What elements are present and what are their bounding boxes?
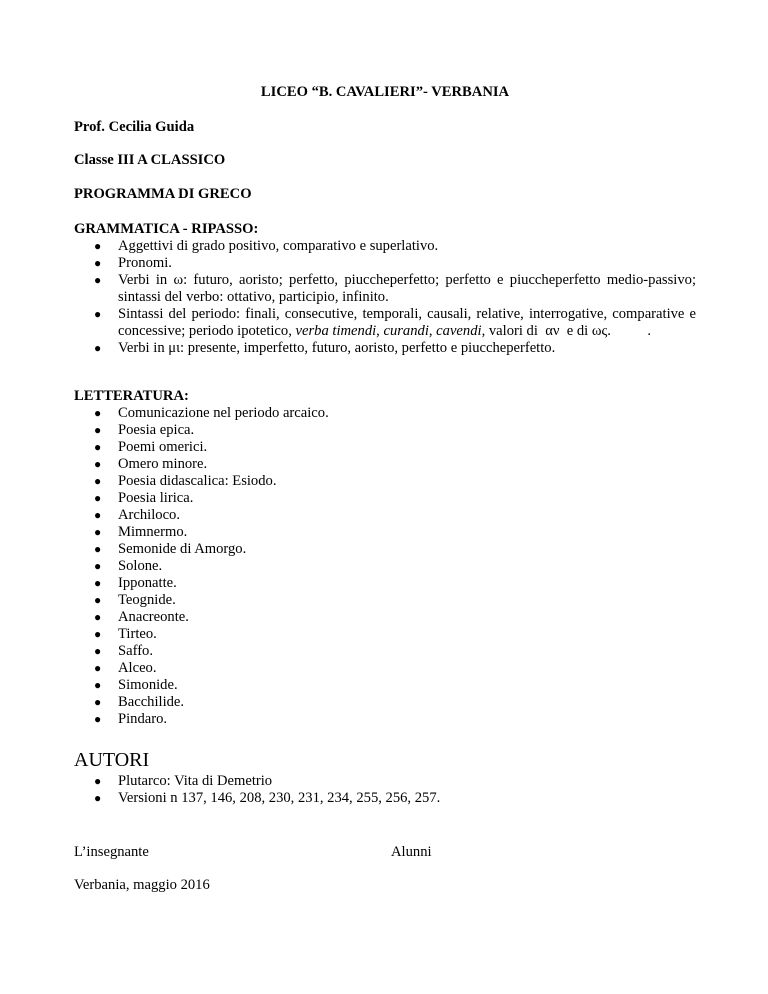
separator: , (376, 323, 384, 339)
list-item (74, 694, 696, 711)
list-item-text: Alceo. (118, 660, 157, 676)
grammatica-section (74, 221, 696, 357)
autori-title: AUTORI (74, 749, 150, 771)
list-item (74, 609, 696, 626)
list-item-text: Poemi omerici. (118, 439, 208, 455)
class-name: Classe III A CLASSICO (74, 152, 226, 168)
list-item-text: Pronomi. (118, 255, 172, 271)
list-item (74, 592, 696, 609)
bullet-icon: ● (94, 256, 102, 270)
bullet-icon: ● (94, 423, 102, 437)
list-item-text: Mimnermo. (118, 524, 188, 540)
bullet-icon: ● (94, 457, 102, 471)
autori-list (74, 773, 696, 807)
list-item (74, 541, 696, 558)
bullet-icon: ● (94, 307, 102, 321)
list-item (74, 660, 696, 677)
list-item (74, 473, 696, 490)
list-item (74, 773, 696, 790)
list-item-text: Pindaro. (118, 711, 168, 727)
bullet-icon: ● (94, 525, 102, 539)
list-item-text: Simonide. (118, 677, 178, 693)
grammatica-title: GRAMMATICA - RIPASSO: (74, 221, 259, 237)
list-item-text: Semonide di Amorgo. (118, 541, 247, 557)
teacher-name: Prof. Cecilia Guida (74, 119, 195, 135)
bullet-icon: ● (94, 593, 102, 607)
grammatica-list (74, 238, 696, 357)
list-item-text: Teognide. (118, 592, 176, 608)
bullet-icon: ● (94, 406, 102, 420)
list-item (74, 456, 696, 473)
list-item-text: Omero minore. (118, 456, 208, 472)
list-item (74, 626, 696, 643)
list-item (74, 439, 696, 456)
bullet-icon: ● (94, 774, 102, 788)
bullet-icon: ● (94, 678, 102, 692)
list-item-text: Saffo. (118, 643, 153, 659)
list-item-text: Poesia epica. (118, 422, 195, 438)
bullet-icon: ● (94, 610, 102, 624)
list-item (74, 306, 696, 340)
bullet-icon: ● (94, 695, 102, 709)
list-item-text: Comunicazione nel periodo arcaico. (118, 405, 329, 421)
curandi: curandi (383, 323, 429, 339)
bullet-icon: ● (94, 559, 102, 573)
list-item-text: Tirteo. (118, 626, 157, 642)
bullet-icon: ● (94, 791, 102, 805)
teacher-signature-label: L’insegnante (74, 844, 149, 860)
list-item (74, 790, 696, 807)
list-item-text: Ipponatte. (118, 575, 177, 591)
list-item (74, 558, 696, 575)
list-item (74, 255, 696, 272)
list-item (74, 340, 696, 357)
separator: , (428, 323, 437, 339)
bullet-icon: ● (94, 491, 102, 505)
list-item (74, 711, 696, 728)
bullet-icon: ● (94, 576, 102, 590)
list-item (74, 677, 696, 694)
list-item (74, 272, 696, 306)
bullet-icon: ● (94, 341, 102, 355)
list-item (74, 643, 696, 660)
sintassi-tail: , valori di αν e di ως. . (481, 323, 652, 339)
letteratura-list (74, 405, 696, 728)
autori-section (74, 749, 696, 807)
letteratura-section (74, 388, 696, 728)
bullet-icon: ● (94, 712, 102, 726)
list-item-text: Versioni n 137, 146, 208, 230, 231, 234, 255, 256, 257. (118, 790, 441, 806)
school-title: LICEO “B. CAVALIERI”- VERBANIA (260, 84, 510, 100)
cavendi: cavendi (436, 323, 482, 339)
bullet-icon: ● (94, 474, 102, 488)
list-item-text: Verbi in μι: presente, imperfetto, futuro, aoristo, perfetto e piuccheperfetto. (118, 340, 556, 356)
bullet-icon: ● (94, 508, 102, 522)
list-item-text: Solone. (118, 558, 163, 574)
place-date: Verbania, maggio 2016 (74, 877, 210, 893)
list-item-text: Verbi in ω: futuro, aoristo; perfetto, piuccheperfetto; perfetto e piuccheperfetto medio-passivo; sintassi del verbo: ottativo, participio, infinito. (118, 272, 696, 305)
list-item-text: Poesia didascalica: Esiodo. (118, 473, 277, 489)
bullet-icon: ● (94, 440, 102, 454)
bullet-icon: ● (94, 273, 102, 287)
list-item (74, 575, 696, 592)
list-item (74, 238, 696, 255)
bullet-icon: ● (94, 644, 102, 658)
bullet-icon: ● (94, 542, 102, 556)
bullet-icon: ● (94, 661, 102, 675)
verba-timendi: verba timendi (295, 323, 377, 339)
list-item-text: Aggettivi di grado positivo, comparativo e superlativo. (118, 238, 439, 254)
list-item (74, 490, 696, 507)
list-item (74, 422, 696, 439)
sintassi-text: Sintassi del periodo: finali, consecutive, temporali, causali, relative, interrogative, comparative e concessive; periodo ipotetico, (118, 306, 696, 339)
list-item-text: Poesia lirica. (118, 490, 194, 506)
program-title: PROGRAMMA DI GRECO (74, 186, 252, 202)
bullet-icon: ● (94, 239, 102, 253)
letteratura-title: LETTERATURA: (74, 388, 189, 404)
list-item (74, 524, 696, 541)
list-item-text: Archiloco. (118, 507, 181, 523)
bullet-icon: ● (94, 627, 102, 641)
list-item-text: Anacreonte. (118, 609, 189, 625)
list-item (74, 507, 696, 524)
list-item-text: Plutarco: Vita di Demetrio (118, 773, 273, 789)
list-item (74, 405, 696, 422)
students-signature-label: Alunni (391, 844, 432, 860)
list-item-text: Bacchilide. (118, 694, 185, 710)
